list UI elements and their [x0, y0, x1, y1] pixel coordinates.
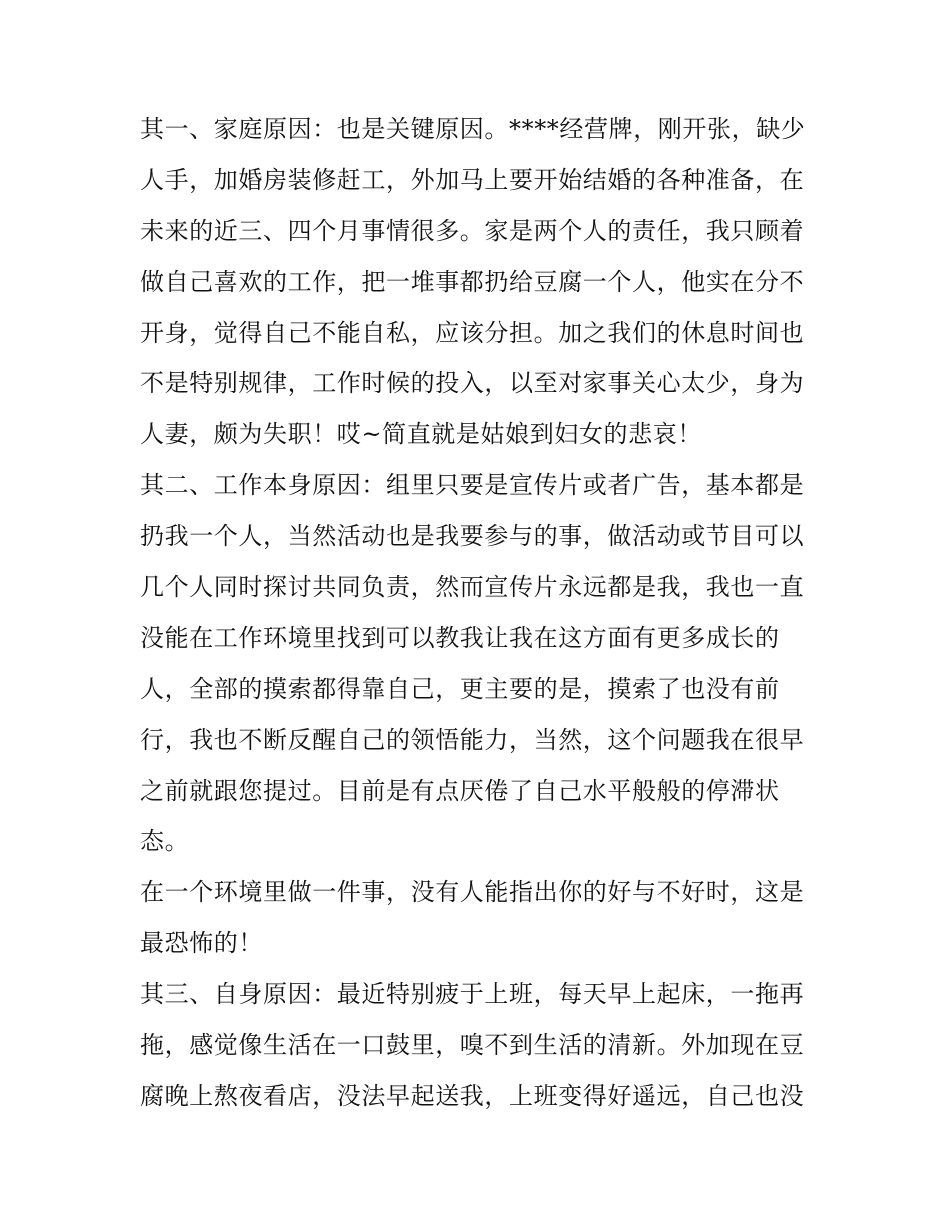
text-line: 在一个环境里做一件事，没有人能指出你的好与不好时，这是 — [140, 878, 805, 907]
text-line: 之前就跟您提过。目前是有点厌倦了自己水平般般的停滞状 — [140, 776, 780, 805]
text-line: 人妻，颇为失职！哎~简直就是姑娘到妇女的悲哀！ — [140, 420, 702, 449]
text-line: 其三、自身原因：最近特别疲于上班，每天早上起床，一拖再 — [140, 980, 805, 1009]
text-line: 腐晚上熬夜看店，没法早起送我，上班变得好遥远，自己也没 — [140, 1081, 805, 1110]
text-line: 行，我也不断反醒自己的领悟能力，当然，这个问题我在很早 — [140, 725, 805, 754]
text-line: 没能在工作环境里找到可以教我让我在这方面有更多成长的 — [140, 623, 780, 652]
text-line: 其一、家庭原因：也是关键原因。****经营牌，刚开张，缺少 — [140, 115, 806, 143]
text-line: 做自己喜欢的工作，把一堆事都扔给豆腐一个人，他实在分不 — [140, 267, 805, 296]
text-line: 开身，觉得自己不能自私，应该分担。加之我们的休息时间也 — [140, 318, 805, 347]
text-line: 几个人同时探讨共同负责，然而宣传片永远都是我，我也一直 — [140, 573, 805, 602]
text-line: 其二、工作本身原因：组里只要是宣传片或者广告，基本都是 — [140, 471, 805, 500]
text-line: 拖，感觉像生活在一口鼓里，嗅不到生活的清新。外加现在豆 — [140, 1031, 805, 1060]
document-body — [140, 104, 815, 1122]
text-line: 未来的近三、四个月事情很多。家是两个人的责任，我只顾着 — [140, 216, 805, 245]
text-line: 人，全部的摸索都得靠自己，更主要的是，摸索了也没有前 — [140, 674, 780, 703]
text-line: 最恐怖的！ — [140, 929, 263, 958]
text-line: 人手，加婚房装修赶工，外加马上要开始结婚的各种准备，在 — [140, 165, 805, 194]
text-line: 不是特别规律，工作时候的投入，以至对家事关心太少，身为 — [140, 369, 805, 398]
text-line: 态。 — [140, 827, 190, 856]
text-line: 扔我一个人，当然活动也是我要参与的事，做活动或节目可以 — [140, 522, 805, 551]
